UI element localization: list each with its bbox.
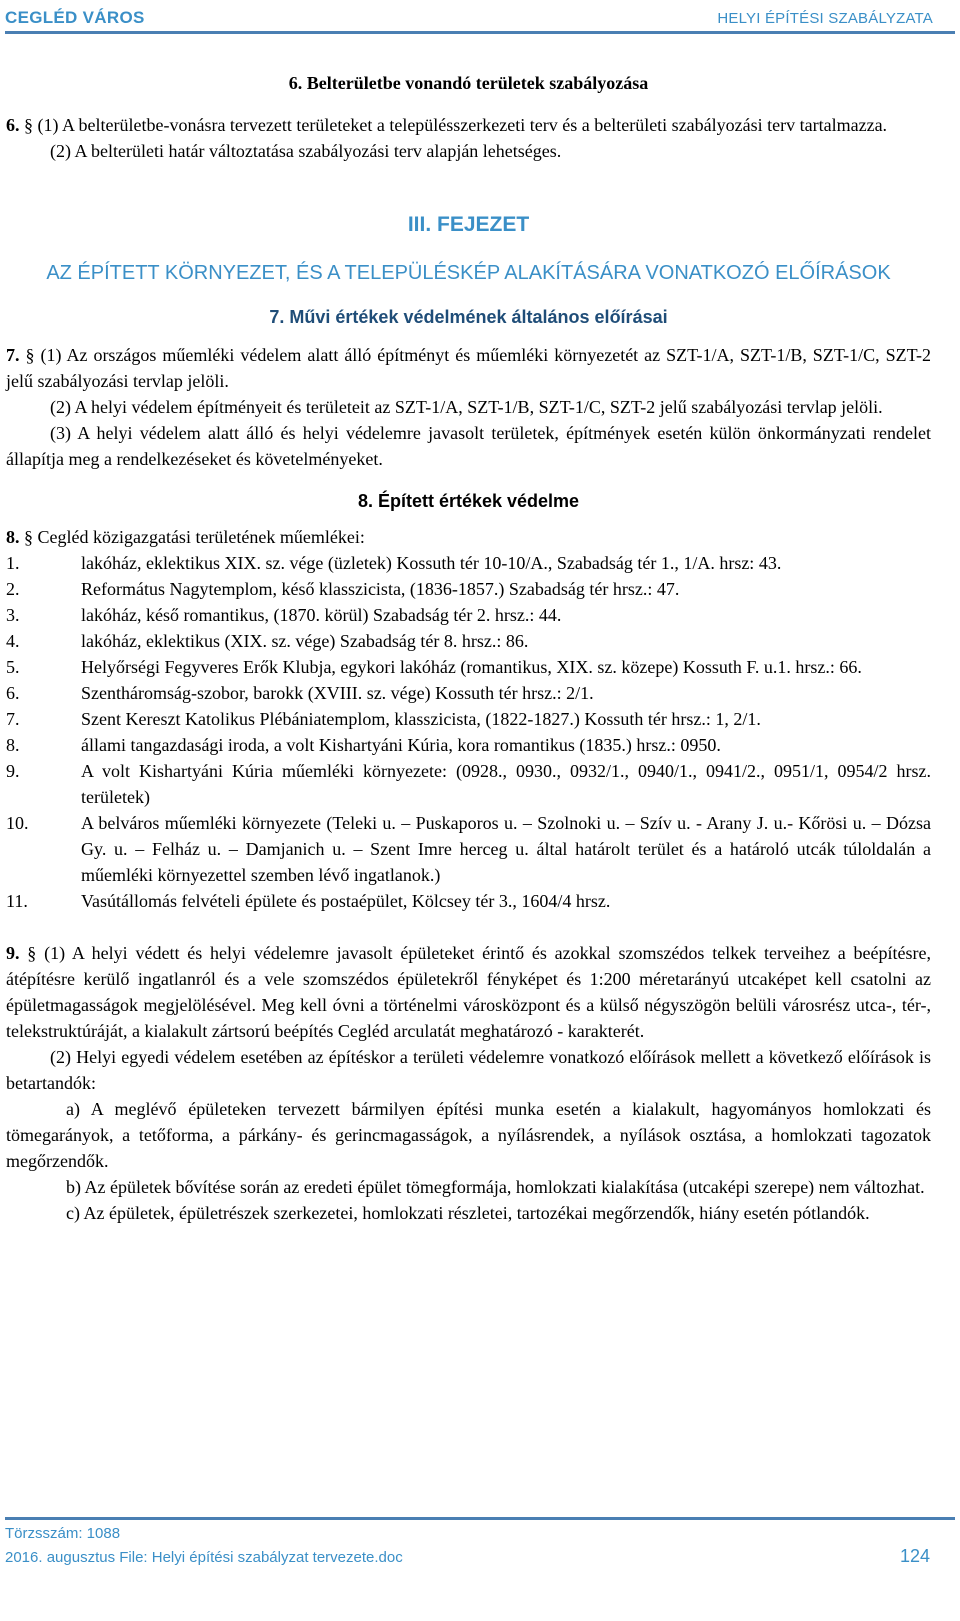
page-header	[5, 4, 955, 30]
section-9-point-b: b) Az épületek bővítése során az eredeti épület tömegformája, homlokzati kialakítása (utcaképi szerepe) nem változhat.	[66, 1177, 925, 1197]
list-item-text: lakóház, késő romantikus, (1870. körül) Szabadság tér 2. hrsz.: 44.	[81, 605, 562, 625]
list-item-number: 6.	[6, 683, 20, 703]
list-item-text: A belváros műemléki környezete (Teleki u. – Puskaporos u. – Szolnoki u. – Szív u. - Arany J. u.- Kőrösi u. – Dózsa Gy. u. – Felház u. – Damjanich u. – Szent Imre herceg u. által határolt terület és a határoló utcák túloldalán a műemléki környezettel szemben lévő ingatlanok.)	[81, 813, 931, 885]
list-item-number: 4.	[6, 631, 20, 651]
page-number: 124	[899, 1546, 930, 1566]
list-item-text: Református Nagytemplom, késő klasszicista, (1836-1857.) Szabadság tér hrsz.: 47.	[81, 579, 680, 599]
header-rule	[5, 31, 955, 34]
list-item	[6, 628, 931, 654]
section-6-number: 6.	[6, 115, 20, 135]
footer-file-info: 2016. augusztus File: Helyi építési szabályzat tervezete.doc	[5, 1549, 403, 1566]
list-item-number: 10.	[6, 813, 29, 833]
section-8-intro-text: § Cegléd közigazgatási területének műemlékei:	[19, 527, 365, 547]
section-6-paragraph-2: (2) A belterületi határ változtatása szabályozási terv alapján lehetséges.	[50, 141, 562, 161]
section-9-point-c: c) Az épületek, épületrészek szerkezetei, homlokzati részletei, tartozékai megőrzendők, hiány esetén pótlandók.	[66, 1203, 870, 1223]
list-item-number: 7.	[6, 709, 20, 729]
list-item	[6, 654, 931, 680]
footer-registry-number: Törzsszám: 1088	[5, 1525, 121, 1542]
document-body	[6, 70, 931, 1226]
list-item-text: lakóház, eklektikus (XIX. sz. vége) Szabadság tér 8. hrsz.: 86.	[81, 631, 529, 651]
list-item	[6, 810, 931, 888]
section-9-number: 9.	[6, 943, 20, 963]
section-9-paragraph-1	[6, 940, 931, 1044]
list-item-text: állami tangazdasági iroda, a volt Kishartyáni Kúria, kora romantikus (1835.) hrsz.: 0950.	[81, 735, 721, 755]
section-6-paragraph-1	[6, 112, 931, 138]
list-item-number: 5.	[6, 657, 20, 677]
section-7-paragraph-2: (2) A helyi védelem építményeit és területeit az SZT-1/A, SZT-1/B, SZT-1/C, SZT-2 jelű szabályozási tervlap jelöli.	[50, 397, 883, 417]
section-9-paragraph-1-text: § (1) A helyi védett és helyi védelemre javasolt épületeket érintő és azokkal szomszédos telkek terveihez a beépítésre, átépítésre kerülő ingatlanról és a vele szomszédos épületekről fényképet és 1:200 méretarányú utcaképet kell csatolni az épületmagasságok megjelölésével. Meg kell óvni a történelmi városközpont és a külső négyszögön belüli városrész utca-, tér-, telekstruktúráját, a kialakult zártsorú beépítés Cegléd arculatát meghatározó - karakterét.	[6, 943, 931, 1041]
list-item-number: 2.	[6, 579, 20, 599]
list-item	[6, 732, 931, 758]
section-9-paragraph-2: (2) Helyi egyedi védelem esetében az építéskor a területi védelemre vonatkozó előírások mellett a következő előírások is betartandók:	[6, 1047, 931, 1093]
monument-list	[6, 550, 931, 914]
section-6-title: 6. Belterületbe vonandó területek szabályozása	[288, 73, 649, 93]
section-6-paragraph-1-text: § (1) A belterületbe-vonásra tervezett területeket a településszerkezeti terv és a belterületi szabályozási terv tartalmazza.	[19, 115, 888, 135]
list-item-text: Szentháromság-szobor, barokk (XVIII. sz. vége) Kossuth tér hrsz.: 2/1.	[81, 683, 594, 703]
list-item-number: 3.	[6, 605, 20, 625]
list-item-text: Helyőrségi Fegyveres Erők Klubja, egykori lakóház (romantikus, XIX. sz. közepe) Kossuth F. u.1. hrsz.: 66.	[81, 657, 862, 677]
list-item	[6, 576, 931, 602]
list-item	[6, 550, 931, 576]
list-item	[6, 758, 931, 810]
list-item	[6, 602, 931, 628]
section-8-title: 8. Épített értékek védelme	[357, 491, 580, 511]
section-7-paragraph-1	[6, 342, 931, 394]
list-item	[6, 706, 931, 732]
section-9-point-a: a) A meglévő épületeken tervezett bármilyen építési munka esetén a kialakult, hagyományos homlokzati és tömegarányok, a tetőforma, a párkány- és gerincmagasságok, a nyílásrendek, a nyílások osztása, a homlokzati tagozatok megőrzendők.	[6, 1099, 931, 1171]
list-item-text: Vasútállomás felvételi épülete és postaépület, Kölcsey tér 3., 1604/4 hrsz.	[81, 891, 611, 911]
section-7-title: 7. Művi értékek védelmének általános előírásai	[269, 307, 668, 327]
section-8-number: 8.	[6, 527, 20, 547]
list-item-number: 1.	[6, 553, 20, 573]
section-7-number: 7.	[6, 345, 20, 365]
list-item-text: A volt Kishartyáni Kúria műemléki környezete: (0928., 0930., 0932/1., 0940/1., 0941/2., 0951/1, 0954/2 hrsz. területek)	[81, 761, 931, 807]
list-item-number: 9.	[6, 761, 20, 781]
footer-rule	[5, 1517, 955, 1520]
header-city: CEGLÉD VÁROS	[5, 8, 145, 27]
list-item	[6, 888, 931, 914]
chapter-title: AZ ÉPÍTETT KÖRNYEZET, ÉS A TELEPÜLÉSKÉP ALAKÍTÁSÁRA VONATKOZÓ ELŐÍRÁSOK	[46, 262, 891, 284]
list-item-text: lakóház, eklektikus XIX. sz. vége (üzletek) Kossuth tér 10-10/A., Szabadság tér 1., 1/A. hrsz: 43.	[81, 553, 782, 573]
list-item-number: 8.	[6, 735, 20, 755]
section-7-paragraph-1-text: § (1) Az országos műemléki védelem alatt álló építményt és műemléki környezetét az SZT-1/A, SZT-1/B, SZT-1/C, SZT-2 jelű szabályozási tervlap jelöli.	[6, 345, 931, 391]
list-item-number: 11.	[6, 891, 28, 911]
header-document-title: HELYI ÉPÍTÉSI SZABÁLYZATA	[717, 10, 933, 27]
section-8-intro	[6, 524, 931, 550]
list-item	[6, 680, 931, 706]
list-item-text: Szent Kereszt Katolikus Plébániatemplom, klasszicista, (1822-1827.) Kossuth tér hrsz.: 1, 2/1.	[81, 709, 761, 729]
chapter-number: III. FEJEZET	[407, 213, 530, 236]
section-7-paragraph-3: (3) A helyi védelem alatt álló és helyi védelemre javasolt területek, építmények esetén külön önkormányzati rendelet állapítja meg a rendelkezéseket és követelményeket.	[6, 423, 931, 469]
